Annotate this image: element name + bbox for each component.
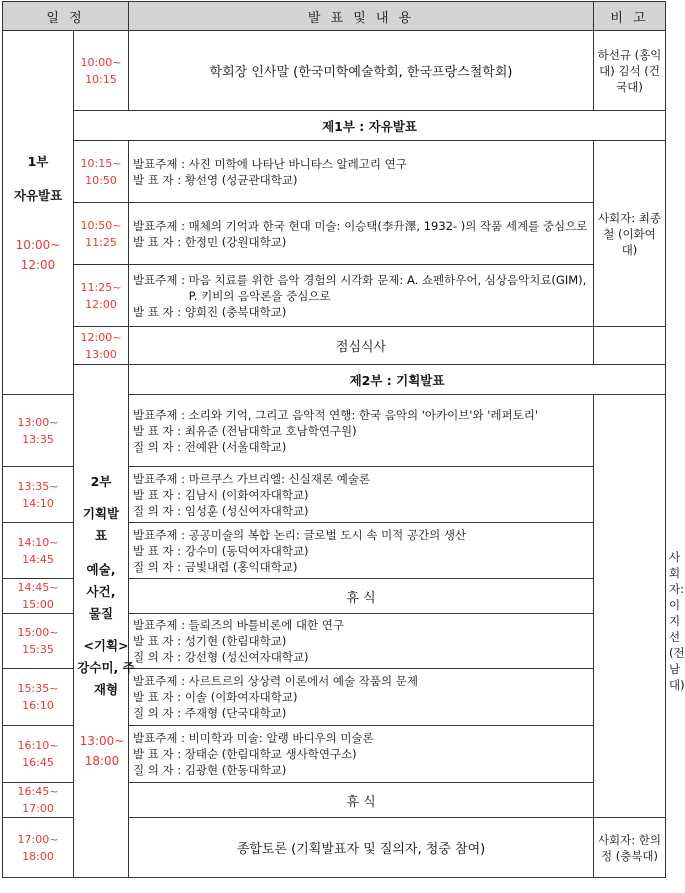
part1-moderator: 사회자: 최종철 (이화여대)	[594, 141, 666, 327]
part1-label-cell	[3, 31, 74, 395]
talk-discussant: 강선형 (성신여자대학교)	[184, 650, 309, 664]
talk-time: 14:10~ 14:45	[3, 523, 74, 579]
part2-theme: 예술, 사건, 물질	[86, 562, 116, 621]
presenter-label: 발 표 자 :	[133, 487, 185, 502]
presenter-label: 발 표 자 :	[133, 634, 185, 648]
talk-topic: 들뢰즈의 바틀비론에 대한 연구	[188, 618, 345, 632]
part2-label: 2부	[90, 474, 112, 489]
presenter-label: 발 표 자 :	[133, 747, 185, 761]
talk-presenter: 이솔 (이화여자대학교)	[184, 690, 298, 704]
header-schedule: 일 정	[3, 2, 129, 31]
talk-topic: 비미학과 미술: 알랭 바디우의 미술론	[188, 731, 374, 745]
talk-content	[129, 203, 594, 265]
talk-presenter: 최유준 (전남대학교 호남학연구원)	[184, 423, 357, 438]
part1-section-title: 제1부 : 자유발표	[74, 111, 666, 141]
talk-time: 11:25~ 12:00	[74, 265, 129, 327]
topic-label: 발표주제 :	[133, 218, 189, 233]
talk-content	[129, 467, 594, 523]
greeting-row	[3, 31, 666, 111]
break-text: 휴 식	[129, 783, 594, 818]
topic-label: 발표주제 :	[133, 407, 189, 422]
talk-topic: 공공미술의 복합 논리: 글로벌 도시 속 미적 공간의 생산	[188, 527, 467, 542]
talk-content	[129, 726, 594, 783]
discussant-label: 질 의 자 :	[133, 763, 185, 777]
discussion-time: 17:00~ 18:00	[3, 818, 74, 878]
discussion-remark: 사회자: 한의정 (충북대)	[594, 818, 666, 878]
topic-label: 발표주제 :	[133, 618, 189, 632]
greeting-text: 학회장 인사말 (한국미학예술학회, 한국프랑스철학회)	[129, 31, 594, 111]
part1-time: 10:00~ 12:00	[15, 237, 61, 272]
presenter-label: 발 표 자 :	[133, 543, 185, 558]
talk-discussant: 주재형 (단국대학교)	[184, 706, 287, 720]
header-row	[3, 2, 666, 31]
talk-presenter: 한정민 (강원대학교)	[184, 234, 287, 249]
talk-time: 15:00~ 15:35	[3, 614, 74, 669]
talk-presenter: 김남시 (이화여자대학교)	[184, 487, 309, 502]
lunch-row	[3, 327, 666, 365]
lunch-time: 12:00~ 13:00	[74, 327, 129, 365]
topic-label: 발표주제 :	[133, 527, 189, 542]
talk-presenter: 강수미 (동덕여자대학교)	[184, 543, 309, 558]
talk-discussant: 금빛내렴 (홍익대학교)	[184, 559, 298, 574]
lunch-text: 점심식사	[129, 327, 594, 365]
topic-label: 발표주제 :	[133, 674, 189, 688]
talk-presenter: 황선영 (성균관대학교)	[184, 172, 298, 187]
break-time: 16:45~ 17:00	[3, 783, 74, 818]
talk-topic: 사진 미학에 나타난 바니타스 알레고리 연구	[188, 156, 407, 171]
talk-time: 13:35~ 14:10	[3, 467, 74, 523]
talk-discussant: 전예완 (서울대학교)	[184, 439, 287, 454]
talk-topic: 마르쿠스 가브리엘: 신실재론 예술론	[188, 471, 371, 486]
talk-time: 13:00~ 13:35	[3, 395, 74, 467]
part2-section-row: 2부 기획발표 예술, 사건, 물질 <기획> 강수미, 주재형 13:00~ 18:00 제2부 : 기획발표 사회자: 이지선 (전남대)	[3, 365, 666, 395]
header-content: 발 표 및 내 용	[129, 2, 594, 31]
talk-row	[3, 265, 666, 327]
presenter-label: 발 표 자 :	[133, 304, 185, 319]
discussion-text: 종합토론 (기획발표자 및 질의자, 청중 참여)	[129, 818, 594, 878]
topic-label: 발표주제 :	[133, 731, 189, 745]
talk-presenter: 성기현 (한림대학교)	[184, 634, 287, 648]
part1-section-row	[3, 111, 666, 141]
part2-section-title: 제2부 : 기획발표	[129, 365, 666, 395]
talk-content	[129, 669, 594, 726]
part2-label-cell	[74, 365, 135, 878]
greeting-remark: 하선규 (홍익대) 김석 (건국대)	[594, 31, 666, 111]
topic-label: 발표주제 :	[133, 156, 189, 171]
header-remarks: 비 고	[594, 2, 666, 31]
talk-discussant: 김광현 (한동대학교)	[184, 763, 287, 777]
talk-topic: 소리와 기억, 그리고 음악적 연행: 한국 음악의 '아카이브'와 '레퍼토리'	[188, 407, 538, 422]
discussant-label: 질 의 자 :	[133, 650, 185, 664]
talk-content	[129, 141, 594, 203]
talk-discussant: 임성훈 (성신여자대학교)	[184, 503, 309, 518]
discussant-label: 질 의 자 :	[133, 706, 185, 720]
discussant-label: 질 의 자 :	[133, 503, 185, 518]
talk-topic: 사르트르의 상상력 이론에서 예술 작품의 문제	[188, 674, 418, 688]
schedule-table	[2, 1, 685, 878]
talk-time: 10:50~ 11:25	[74, 203, 129, 265]
greeting-time: 10:00~ 10:15	[74, 31, 129, 111]
break-time: 14:45~ 15:00	[3, 579, 74, 614]
talk-content	[129, 265, 594, 327]
discussant-label: 질 의 자 :	[133, 559, 185, 574]
talk-content	[129, 614, 594, 669]
part2-title: 기획발표	[82, 506, 120, 543]
discussant-label: 질 의 자 :	[133, 439, 185, 454]
talk-row	[3, 203, 666, 265]
talk-content	[129, 523, 594, 579]
presenter-label: 발 표 자 :	[133, 234, 185, 249]
talk-time: 15:35~ 16:10	[3, 669, 74, 726]
part1-label: 1부	[27, 153, 49, 169]
part1-title: 자유발표	[13, 187, 63, 203]
topic-label: 발표주제 :	[133, 471, 189, 486]
part2-time: 13:00~ 18:00	[79, 734, 125, 768]
part2-organizers: <기획> 강수미, 주재형	[77, 638, 135, 697]
talk-content	[129, 395, 594, 467]
presenter-label: 발 표 자 :	[133, 690, 185, 704]
talk-topic: 마음 치료를 위한 음악 경험의 시각화 문제: A. 쇼펜하우어, 심상음악치료(GIM), P. 키비의 음악론을 중심으로	[188, 272, 587, 303]
presenter-label: 발 표 자 :	[133, 423, 185, 438]
talk-presenter: 양희진 (충북대학교)	[184, 304, 287, 319]
presenter-label: 발 표 자 :	[133, 172, 185, 187]
lunch-remark-empty	[594, 327, 666, 365]
talk-row	[3, 141, 666, 203]
break-text: 휴 식	[129, 579, 594, 614]
topic-label: 발표주제 :	[133, 272, 189, 287]
talk-presenter: 장태순 (한림대학교 생사학연구소)	[184, 747, 357, 761]
talk-time: 16:10~ 16:45	[3, 726, 74, 783]
talk-time: 10:15~ 10:50	[74, 141, 129, 203]
talk-topic: 매체의 기억과 한국 현대 미술: 이승택(李升澤, 1932- )의 작품 세계를 중심으로	[188, 218, 588, 233]
